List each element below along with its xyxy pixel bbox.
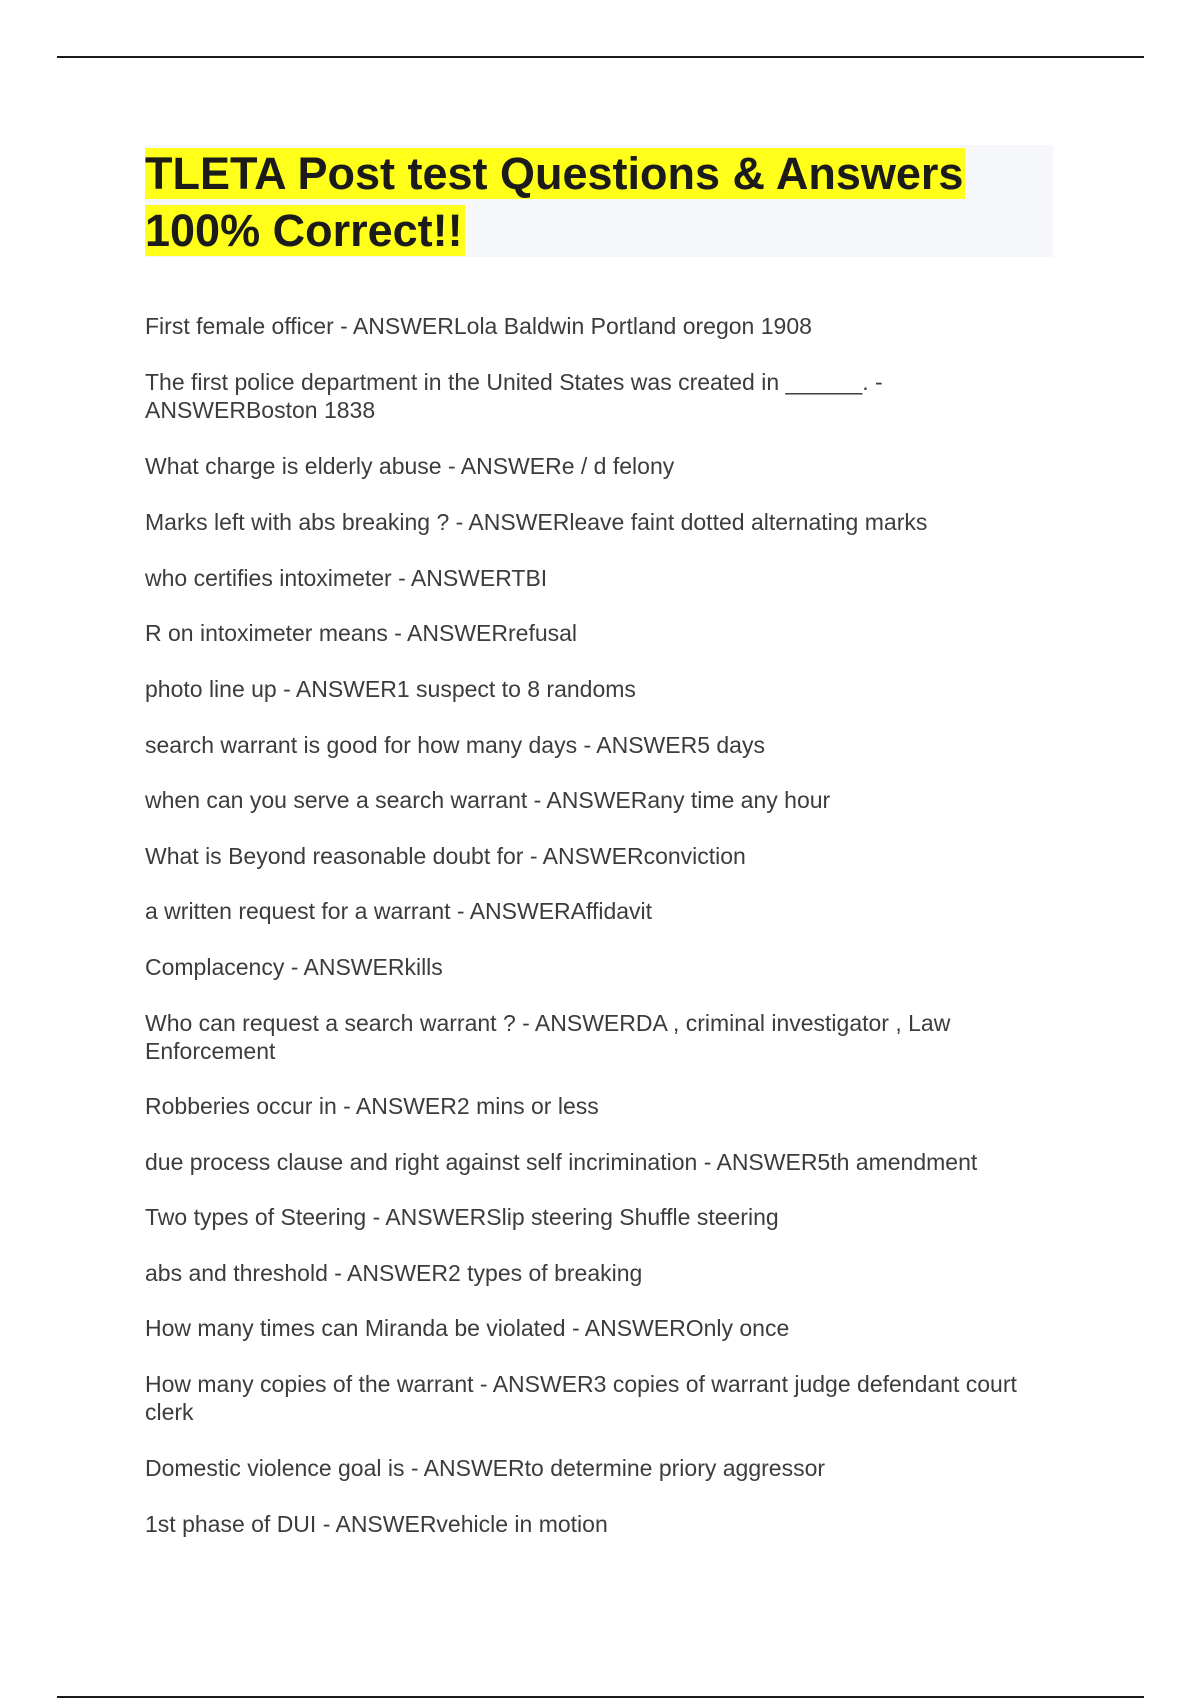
qa-item: photo line up - ANSWER1 suspect to 8 randoms (145, 676, 636, 702)
qa-item: search warrant is good for how many days - ANSWER5 days (145, 732, 765, 758)
qa-item: Marks left with abs breaking ? - ANSWERleave faint dotted alternating marks (145, 509, 928, 535)
title-highlight: TLETA Post test Questions & Answers 100% Correct!! (145, 148, 964, 256)
qa-item: What charge is elderly abuse - ANSWERe / d felony (145, 453, 675, 479)
top-rule (57, 56, 1144, 58)
qa-item: Domestic violence goal is - ANSWERto determine priory aggressor (145, 1455, 826, 1481)
qa-item: a written request for a warrant - ANSWERAffidavit (145, 898, 653, 924)
qa-item: R on intoximeter means - ANSWERrefusal (145, 620, 578, 646)
qa-item: Two types of Steering - ANSWERSlip steering Shuffle steering (145, 1204, 779, 1230)
qa-item: Robberies occur in - ANSWER2 mins or less (145, 1093, 599, 1119)
qa-item: Complacency - ANSWERkills (145, 954, 443, 980)
page-title (145, 145, 1053, 259)
qa-item: 1st phase of DUI - ANSWERvehicle in motion (145, 1511, 608, 1537)
qa-item: How many times can Miranda be violated - ANSWEROnly once (145, 1315, 790, 1341)
qa-item: when can you serve a search warrant - ANSWERany time any hour (145, 787, 831, 813)
qa-item: What is Beyond reasonable doubt for - ANSWERconviction (145, 843, 746, 869)
bottom-rule (57, 1696, 1144, 1698)
qa-item: due process clause and right against self incrimination - ANSWER5th amendment (145, 1149, 978, 1175)
qa-item: How many copies of the warrant - ANSWER3 copies of warrant judge defendant court clerk (145, 1371, 1017, 1425)
qa-item: Who can request a search warrant ? - ANSWERDA , criminal investigator , Law Enforcement (145, 1010, 951, 1064)
qa-item: who certifies intoximeter - ANSWERTBI (145, 565, 548, 591)
qa-item: First female officer - ANSWERLola Baldwin Portland oregon 1908 (145, 313, 812, 339)
qa-item: abs and threshold - ANSWER2 types of breaking (145, 1260, 643, 1286)
qa-item: The first police department in the United States was created in ______. - ANSWERBoston 1838 (145, 369, 883, 423)
